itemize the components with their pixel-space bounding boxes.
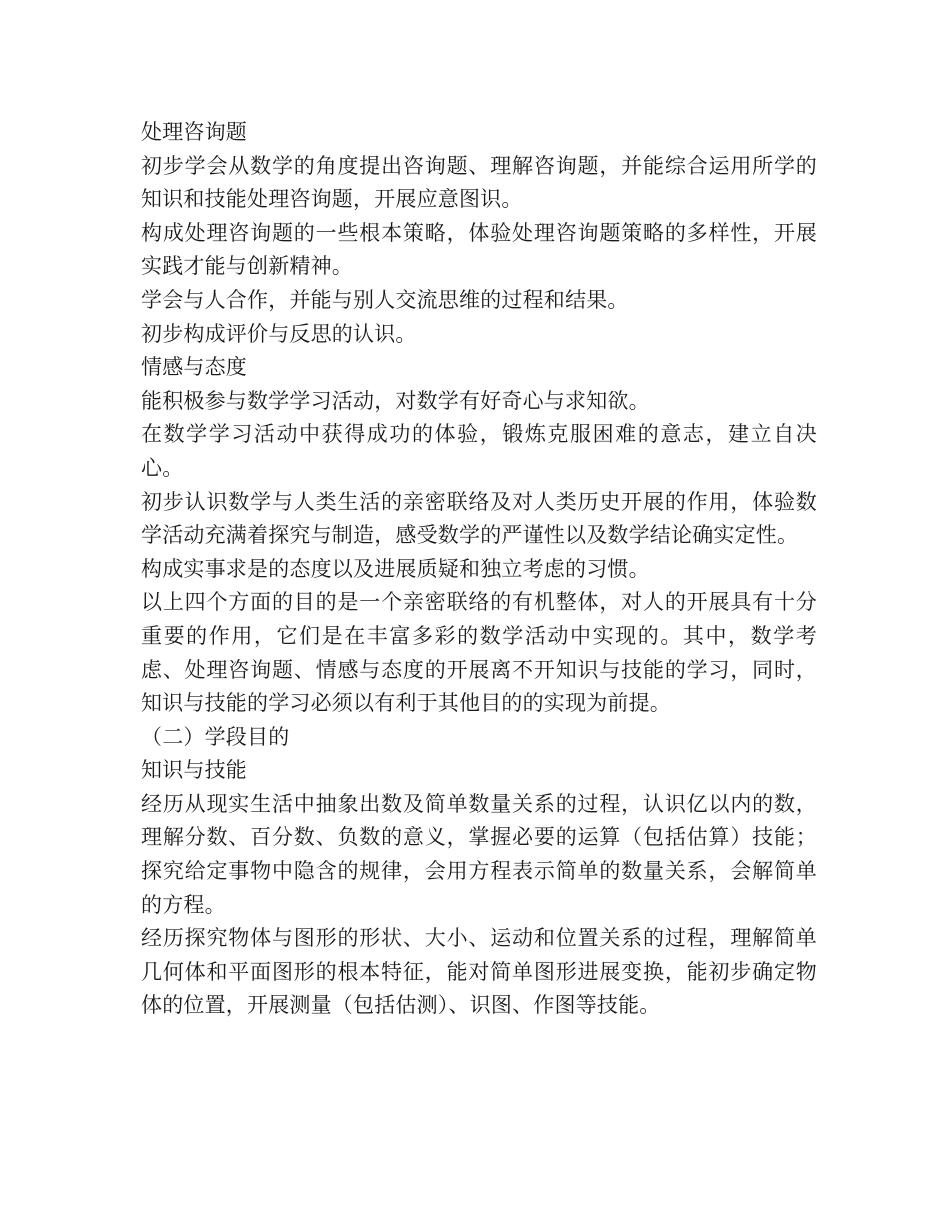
paragraph: 经历探究物体与图形的形状、大小、运动和位置关系的过程，理解简单几何体和平面图形的根本特征，能对简单图形进展变换，能初步确定物体的位置，开展测量（包括估测）、识图、作图等技能。 bbox=[141, 926, 817, 1018]
paragraph: 学会与人合作，并能与别人交流思维的过程和结果。 bbox=[141, 287, 629, 312]
paragraph: 初步认识数学与人类生活的亲密联络及对人类历史开展的作用，体验数学活动充满着探究与制造，感受数学的严谨性以及数学结论确实定性。 bbox=[141, 489, 817, 548]
paragraph: 初步学会从数学的角度提出咨询题、理解咨询题，并能综合运用所学的知识和技能处理咨询题，开展应意图识。 bbox=[141, 153, 817, 212]
document-body bbox=[141, 116, 817, 1023]
paragraph-heading-problem-solving: 处理咨询题 bbox=[141, 120, 247, 144]
paragraph: 经历从现实生活中抽象出数及简单数量关系的过程，认识亿以内的数，理解分数、百分数、负数的意义，掌握必要的运算（包括估算）技能；探究给定事物中隐含的规律，会用方程表示简单的数量关系，会解简单的方程。 bbox=[141, 791, 817, 917]
paragraph: 在数学学习活动中获得成功的体验，锻炼克服困难的意志，建立自决心。 bbox=[141, 422, 817, 480]
paragraph: 以上四个方面的目的是一个亲密联络的有机整体，对人的开展具有十分重要的作用，它们是在丰富多彩的数学活动中实现的。其中，数学考虑、处理咨询题、情感与态度的开展离不开知识与技能的学习，同时，知识与技能的学习必须以有利于其他目的的实现为前提。 bbox=[141, 590, 817, 716]
paragraph: 初步构成评价与反思的认识。 bbox=[141, 321, 417, 346]
paragraph: 构成实事求是的态度以及进展质疑和独立考虑的习惯。 bbox=[141, 556, 650, 581]
paragraph-heading-stage-goals: （二）学段目的 bbox=[141, 724, 290, 749]
paragraph-heading-emotion-attitude: 情感与态度 bbox=[141, 355, 247, 380]
paragraph-heading-knowledge-skills: 知识与技能 bbox=[141, 758, 247, 783]
paragraph: 构成处理咨询题的一些根本策略，体验处理咨询题策略的多样性，开展实践才能与创新精神。 bbox=[141, 220, 817, 279]
paragraph: 能积极参与数学学习活动，对数学有好奇心与求知欲。 bbox=[141, 388, 650, 413]
